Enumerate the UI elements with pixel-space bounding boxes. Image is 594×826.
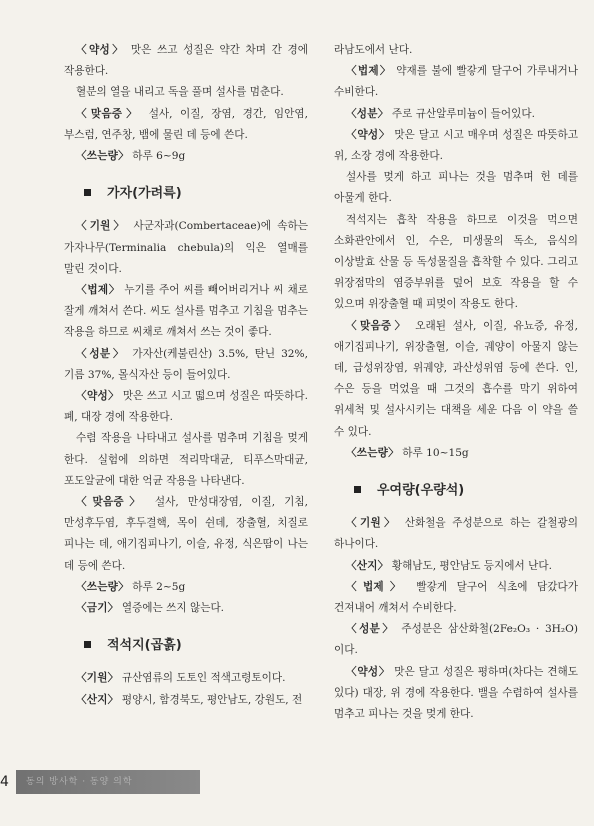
- paragraph-text: 황해남도, 평안남도 등지에서 난다.: [388, 559, 552, 572]
- term-label: 〈쓰는량〉: [76, 150, 129, 163]
- paragraph-text: 규산염류의 도토인 적색고령토이다.: [118, 672, 286, 685]
- paragraph: [334, 167, 578, 209]
- section-heading: [64, 635, 308, 656]
- term-label: 〈약성〉: [346, 128, 391, 141]
- paragraph: [64, 668, 308, 689]
- section-heading: [334, 480, 578, 501]
- term-label: 〈맞음증〉: [76, 107, 142, 120]
- paragraph: [334, 443, 578, 464]
- paragraph-text: 약재를 불에 빨갛게 달구어 가루내거나 수비한다.: [334, 65, 578, 99]
- term-label: 〈기원〉: [76, 220, 128, 233]
- paragraph: [334, 40, 578, 61]
- paragraph: [334, 513, 578, 555]
- paragraph: [64, 104, 308, 146]
- term-label: 〈성분〉: [346, 623, 396, 636]
- paragraph-text: 빨갛게 달구어 식초에 담갔다가 건져내어 깨쳐서 수비한다.: [334, 580, 578, 615]
- paragraph-text: 설사, 이질, 장염, 경간, 임안염, 부스럼, 연주창, 뱀에 물린 데 등에 쓴다.: [64, 107, 308, 141]
- paragraph: [64, 577, 308, 598]
- paragraph-text: 사군자과(Combertaceae)에 속하는 가자나무(Terminalia chebula)의 익은 열매를 말린 것이다.: [64, 220, 308, 275]
- paragraph-text: 하루 2~5g: [128, 580, 186, 593]
- running-footer: 동의 방사학 · 동양 의학: [26, 777, 133, 787]
- square-bullet-icon: [84, 189, 91, 196]
- paragraph: [64, 492, 308, 577]
- term-label: 〈쓰는량〉: [76, 580, 129, 593]
- paragraph-text: 수렴 작용을 나타내고 설사를 멈추며 기침을 멎게 한다. 실험에 의하면 적리막대균, 티푸스막대균, 포도알균에 대한 억균 작용을 나타낸다.: [64, 432, 308, 487]
- paragraph: [64, 280, 308, 344]
- paragraph: [334, 619, 578, 661]
- paragraph-text: 누기를 주어 씨를 빼어버리거나 씨 채로 잘게 깨쳐서 쓴다. 씨도 설사를 멈추고 기침을 멈추는 작용을 하므로 씨채로 깨쳐서 쓰는 것이 좋다.: [64, 284, 308, 339]
- term-label: 〈금기〉: [76, 602, 119, 615]
- term-label: 〈성분〉: [76, 347, 127, 360]
- section-title: 우여량(우량석): [377, 483, 465, 499]
- paragraph-text: 혈분의 열을 내리고 독을 풀며 설사를 멈춘다.: [76, 86, 284, 99]
- term-label: 〈약성〉: [76, 390, 120, 403]
- paragraph: [64, 344, 308, 386]
- paragraph: [334, 316, 578, 443]
- paragraph: [64, 598, 308, 619]
- term-label: 〈맞음증〉: [76, 496, 146, 509]
- term-label: 〈약성〉: [76, 44, 126, 56]
- paragraph: [64, 690, 308, 711]
- paragraph: [64, 386, 308, 428]
- right-column: [334, 40, 578, 725]
- paragraph: [334, 61, 578, 103]
- section-heading: [64, 183, 308, 204]
- paragraph-text: 평양시, 함경북도, 평안남도, 강원도, 전: [118, 693, 303, 706]
- paragraph: [64, 216, 308, 280]
- paragraph-text: 오래된 설사, 이질, 유뇨증, 유정, 애기집피나기, 위장출혈, 이슬, 궤양이 아물지 않는 데, 급성위장염, 위궤양, 과산성위염 등에 쓴다. 인, 수은 등을 먹었을 때 그것의 흡수를 막기 위하여 위세척 및 설사시키는 대책을 세운 다음 이 약을 쓸 수 있다.: [334, 319, 578, 438]
- paragraph-text: 맛은 달고 성질은 평하며(차다는 견해도 있다) 대장, 위 경에 작용한다. 밸을 수렴하여 설사를 멈추고 피나는 것을 멎게 한다.: [334, 665, 578, 721]
- term-label: 〈산지〉: [76, 693, 119, 706]
- paragraph-text: 하루 10~15g: [398, 446, 469, 459]
- term-label: 〈법제〉: [76, 284, 121, 297]
- term-label: 〈산지〉: [346, 559, 389, 572]
- paragraph-text: 주로 규산알루미늄이 들어있다.: [388, 107, 535, 120]
- paragraph: [64, 146, 308, 167]
- term-label: 〈법제〉: [346, 580, 407, 593]
- paragraph: [334, 577, 578, 619]
- paragraph: [64, 82, 308, 103]
- paragraph-text: 라남도에서 난다.: [334, 44, 413, 56]
- section-title: 적석지(곱흙): [107, 638, 182, 654]
- term-label: 〈기원〉: [76, 672, 119, 685]
- paragraph-text: 산화철을 주성분으로 하는 갈철광의 하나이다.: [334, 517, 578, 551]
- page-number: 4: [0, 770, 16, 794]
- paragraph-text: 적석지는 흡착 작용을 하므로 이것을 먹으면 소화관안에서 인, 수은, 미생물의 독소, 음식의 이상발효 산물 등 독성물질을 흡착할 수 있다. 그리고 위장점막의 염증부위를 덮어 보호 작용을 할 수 있으며 위장출혈 때 피멎이 작용도 한다.: [334, 213, 578, 311]
- section-title: 가자(가려륵): [107, 186, 182, 202]
- paragraph: [334, 662, 578, 726]
- term-label: 〈성분〉: [346, 107, 389, 120]
- left-column: [64, 40, 308, 711]
- term-label: 〈기원〉: [346, 517, 399, 530]
- term-label: 〈약성〉: [346, 665, 391, 678]
- paragraph-text: 하루 6~9g: [128, 150, 186, 163]
- paragraph: [334, 125, 578, 167]
- square-bullet-icon: [354, 486, 361, 493]
- paragraph-text: 주성분은 삼산화철(2Fe₂O₃ · 3H₂O)이다.: [334, 623, 578, 657]
- paragraph-text: 가자산(케불린산) 3.5%, 탄닌 32%, 기름 37%, 몰식자산 등이 들어있다.: [64, 347, 308, 381]
- paragraph-text: 맛은 달고 시고 매우며 성질은 따뜻하고 위, 소장 경에 작용한다.: [334, 128, 578, 163]
- term-label: 〈맞음증〉: [346, 319, 409, 332]
- paragraph: [334, 210, 578, 316]
- term-label: 〈쓰는량〉: [346, 446, 399, 459]
- paragraph-text: 설사, 만성대장염, 이질, 기침, 만성후두염, 후두결핵, 목이 쉰데, 장출혈, 치질로 피나는 데, 애기집피나기, 이슬, 유정, 식은땀이 나는 데 등에 쓴다.: [64, 496, 308, 572]
- paragraph: [64, 40, 308, 82]
- paragraph: [334, 104, 578, 125]
- paragraph-text: 맛은 쓰고 시고 떫으며 성질은 따뜻하다. 폐, 대장 경에 작용한다.: [64, 390, 308, 424]
- paragraph: [334, 556, 578, 577]
- term-label: 〈법제〉: [346, 65, 392, 78]
- square-bullet-icon: [84, 641, 91, 648]
- paragraph-text: 맛은 쓰고 성질은 약간 차며 간 경에 작용한다.: [64, 44, 308, 78]
- paragraph-text: 열증에는 쓰지 않는다.: [118, 602, 225, 615]
- paragraph: [64, 428, 308, 492]
- paragraph-text: 설사를 멎게 하고 피나는 것을 멈추며 헌 데를 아물게 한다.: [334, 171, 578, 205]
